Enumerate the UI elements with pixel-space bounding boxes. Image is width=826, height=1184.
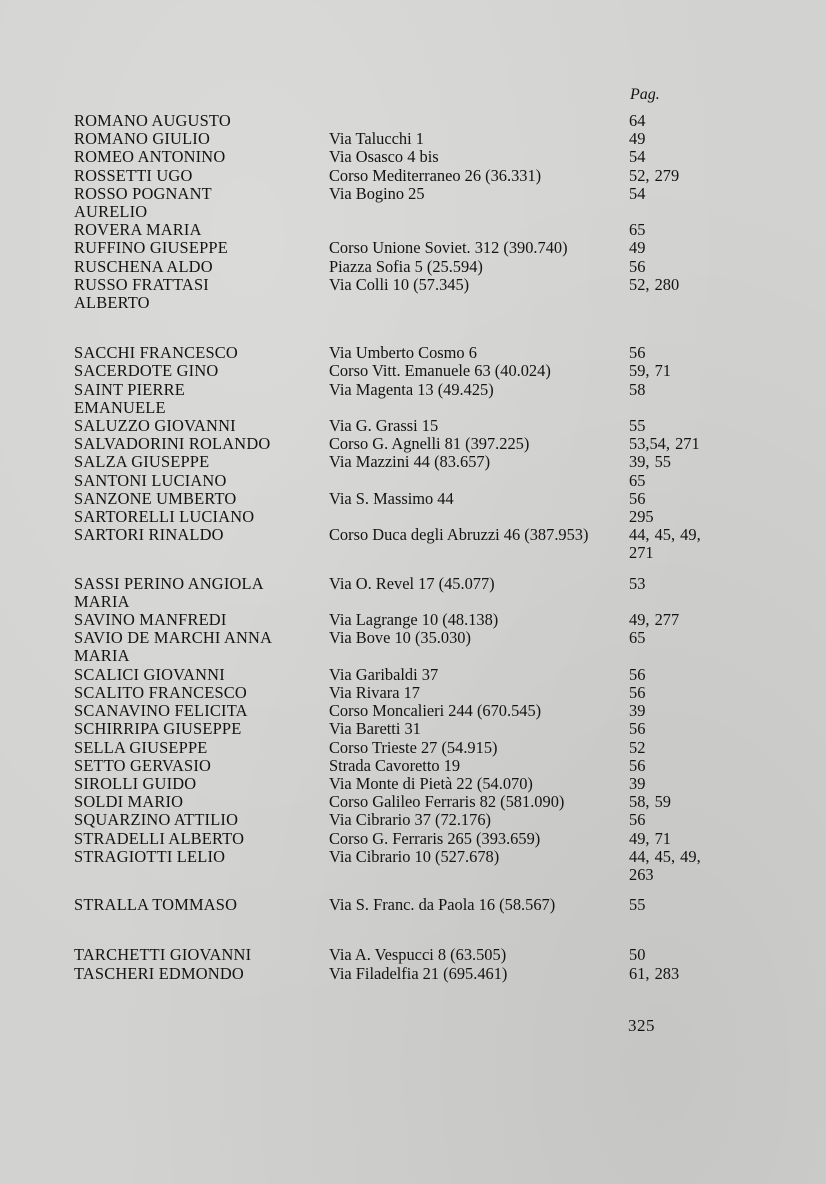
entry-name-line: SASSI PERINO ANGIOLA [74, 573, 264, 593]
entry-pages [629, 830, 709, 848]
entry-address: Corso Galileo Ferraris 82 (581.090) [329, 792, 565, 812]
entry-pages [629, 508, 709, 526]
entry-pages-line: 56 [629, 488, 646, 508]
entry-pages [629, 221, 709, 239]
entry-pages [629, 239, 709, 257]
entry-pages-line: 49, 277 [629, 610, 680, 630]
entry-pages [629, 490, 709, 508]
list-item [74, 258, 714, 276]
entry-address: Corso Moncalieri 244 (670.545) [329, 701, 542, 721]
entry-name-line: ROSSETTI UGO [74, 165, 193, 185]
entry-name-line: ROMANO GIULIO [74, 129, 210, 149]
entry-name [74, 239, 329, 257]
entry-name-line: SARTORELLI LUCIANO [74, 507, 255, 527]
page-column-header: Pag. [630, 86, 660, 103]
entry-pages-line: 39, 55 [629, 452, 671, 472]
entry-address: Via Magenta 13 (49.425) [329, 379, 494, 399]
entry-pages [629, 629, 709, 647]
list-item [74, 965, 714, 983]
entry-address: Via Colli 10 (57.345) [329, 274, 470, 294]
entry-pages-line: 295 [629, 507, 654, 527]
list-item [74, 811, 714, 829]
entry-name [74, 946, 329, 964]
list-item [74, 720, 714, 738]
entry-name-line: ROMANO AUGUSTO [74, 111, 231, 130]
entry-address: Via Bove 10 (35.030) [329, 628, 471, 648]
entry-name-line: SCALICI GIOVANNI [74, 664, 225, 684]
entry-name-line: ROMEO ANTONINO [74, 147, 226, 167]
entry-name [74, 684, 329, 702]
entry-pages [629, 896, 709, 914]
entry-pages [629, 258, 709, 276]
entry-pages-line: 52 [629, 737, 646, 757]
entry-pages [629, 811, 709, 829]
entry-name-continuation: AURELIO [74, 202, 148, 222]
entry-name [74, 130, 329, 148]
entry-pages [629, 526, 709, 562]
entry-name [74, 720, 329, 738]
entry-pages [629, 453, 709, 471]
entry-pages-line: 44, 45, 49, [629, 525, 701, 545]
entry-name [74, 362, 329, 380]
list-item [74, 684, 714, 702]
entry-pages [629, 276, 709, 294]
entry-name [74, 757, 329, 775]
entry-pages-line: 44, 45, 49, [629, 846, 701, 866]
entry-address: Via Garibaldi 37 [329, 664, 439, 684]
entry-name [74, 629, 329, 665]
entry-address: Via Cibrario 37 (72.176) [329, 810, 491, 830]
entry-pages-line: 65 [629, 470, 646, 490]
entry-name-line: SAVIO DE MARCHI ANNA [74, 628, 273, 648]
entry-name-line: SALVADORINI ROLANDO [74, 434, 271, 454]
list-item [74, 896, 714, 914]
entry-address: Via Umberto Cosmo 6 [329, 343, 477, 363]
entry-pages-line: 54 [629, 147, 646, 167]
entry-name [74, 258, 329, 276]
entry-pages [629, 757, 709, 775]
entry-name-line: SACERDOTE GINO [74, 361, 219, 381]
spacer [74, 563, 714, 575]
entry-pages-line: 39 [629, 701, 646, 721]
list-item [74, 702, 714, 720]
entry-pages-line: 53 [629, 573, 646, 593]
directory-listing [74, 112, 714, 983]
entry-name-line: STRAGIOTTI LELIO [74, 846, 226, 866]
entry-pages-line: 61, 283 [629, 963, 680, 983]
entry-name [74, 381, 329, 417]
list-item [74, 167, 714, 185]
entry-address: Via Monte di Pietà 22 (54.070) [329, 773, 533, 793]
entry-pages-line: 64 [629, 111, 646, 130]
list-item [74, 946, 714, 964]
list-item [74, 148, 714, 166]
entry-name [74, 435, 329, 453]
entry-address: Via O. Revel 17 (45.077) [329, 573, 495, 593]
entry-pages-line: 55 [629, 895, 646, 915]
entry-pages [629, 472, 709, 490]
entry-name [74, 811, 329, 829]
list-item [74, 185, 714, 221]
list-item [74, 490, 714, 508]
list-item [74, 453, 714, 471]
entry-address: Via Lagrange 10 (48.138) [329, 610, 499, 630]
entry-name-line: SCANAVINO FELICITA [74, 701, 248, 721]
entry-pages [629, 684, 709, 702]
entry-pages-line: 65 [629, 220, 646, 240]
entry-name-line: STRADELLI ALBERTO [74, 828, 245, 848]
entry-pages-line: 49, 71 [629, 828, 671, 848]
entry-pages [629, 793, 709, 811]
entry-pages [629, 185, 709, 203]
entry-name [74, 490, 329, 508]
entry-name-line: SALUZZO GIOVANNI [74, 416, 236, 436]
entry-address: Via G. Grassi 15 [329, 416, 439, 436]
entry-name-line: SCHIRRIPA GIUSEPPE [74, 719, 242, 739]
list-item [74, 793, 714, 811]
entry-address: Via Talucchi 1 [329, 129, 424, 149]
entry-name [74, 848, 329, 866]
entry-name-continuation: MARIA [74, 591, 130, 611]
entry-pages-line: 50 [629, 945, 646, 965]
entry-pages-line: 59, 71 [629, 361, 671, 381]
list-item [74, 739, 714, 757]
list-item [74, 344, 714, 362]
entry-name-line: TASCHERI EDMONDO [74, 963, 244, 983]
entry-pages [629, 946, 709, 964]
entry-name-line: SANZONE UMBERTO [74, 488, 237, 508]
list-item [74, 629, 714, 665]
entry-address: Corso G. Agnelli 81 (397.225) [329, 434, 530, 454]
entry-name-line: SALZA GIUSEPPE [74, 452, 210, 472]
entry-pages [629, 130, 709, 148]
entry-pages [629, 775, 709, 793]
entry-address: Piazza Sofia 5 (25.594) [329, 256, 483, 276]
entry-address: Via Bogino 25 [329, 183, 425, 203]
entry-name [74, 472, 329, 490]
entry-address: Via A. Vespucci 8 (63.505) [329, 945, 507, 965]
entry-name-continuation: MARIA [74, 646, 130, 666]
entry-name [74, 702, 329, 720]
entry-name [74, 775, 329, 793]
entry-pages-line: 56 [629, 343, 646, 363]
entry-pages-line: 56 [629, 719, 646, 739]
entry-name-line: SQUARZINO ATTILIO [74, 810, 239, 830]
entry-pages [629, 666, 709, 684]
entry-name [74, 575, 329, 611]
entry-pages-line: 56 [629, 810, 646, 830]
entry-name [74, 666, 329, 684]
entry-address: Corso Mediterraneo 26 (36.331) [329, 165, 542, 185]
entry-name [74, 276, 329, 312]
entry-name [74, 965, 329, 983]
list-item [74, 611, 714, 629]
entry-name [74, 830, 329, 848]
entry-pages [629, 720, 709, 738]
entry-address: Corso Vitt. Emanuele 63 (40.024) [329, 361, 551, 381]
entry-pages [629, 575, 709, 593]
entry-pages [629, 739, 709, 757]
list-item [74, 575, 714, 611]
list-item [74, 472, 714, 490]
entry-pages-line: 56 [629, 256, 646, 276]
entry-address: Corso Trieste 27 (54.915) [329, 737, 498, 757]
entry-pages [629, 148, 709, 166]
entry-name-continuation: ALBERTO [74, 293, 150, 313]
entry-name-line: ROVERA MARIA [74, 220, 202, 240]
list-item [74, 417, 714, 435]
entry-name [74, 167, 329, 185]
entry-name [74, 739, 329, 757]
list-item [74, 526, 714, 562]
entry-address: Corso Unione Soviet. 312 (390.740) [329, 238, 568, 258]
entry-pages-line: 58 [629, 379, 646, 399]
entry-address: Via S. Franc. da Paola 16 (58.567) [329, 895, 556, 915]
entry-pages [629, 435, 709, 453]
entry-pages-line: 56 [629, 664, 646, 684]
entry-name-line: SACCHI FRANCESCO [74, 343, 238, 363]
entry-name [74, 896, 329, 914]
entry-name-line: STRALLA TOMMASO [74, 895, 238, 915]
entry-name-line: RUSSO FRATTASI [74, 274, 209, 294]
entry-pages-line: 55 [629, 416, 646, 436]
entry-pages-line: 49 [629, 129, 646, 149]
entry-name [74, 793, 329, 811]
entry-address: Corso G. Ferraris 265 (393.659) [329, 828, 541, 848]
entry-pages-line: 52, 279 [629, 165, 680, 185]
list-item [74, 276, 714, 312]
entry-address: Via Osasco 4 bis [329, 147, 439, 167]
list-item [74, 362, 714, 380]
entry-name-line: SAVINO MANFREDI [74, 610, 227, 630]
list-item [74, 775, 714, 793]
entry-pages [629, 611, 709, 629]
entry-pages-line: 56 [629, 682, 646, 702]
list-item [74, 239, 714, 257]
entry-pages-line: 49 [629, 238, 646, 258]
entry-pages-continuation: 263 [629, 864, 654, 884]
list-item [74, 130, 714, 148]
entry-name-line: TARCHETTI GIOVANNI [74, 945, 252, 965]
page-number: 325 [628, 1016, 655, 1035]
entry-name [74, 453, 329, 471]
entry-name [74, 148, 329, 166]
entry-pages-line: 56 [629, 755, 646, 775]
entry-pages-line: 53,54, 271 [629, 434, 700, 454]
entry-name [74, 417, 329, 435]
entry-name [74, 508, 329, 526]
list-item [74, 848, 714, 884]
list-item [74, 757, 714, 775]
entry-name-line: SAINT PIERRE [74, 379, 185, 399]
entry-pages [629, 702, 709, 720]
entry-name-line: RUSCHENA ALDO [74, 256, 213, 276]
entry-name-line: ROSSO POGNANT [74, 183, 212, 203]
entry-address: Strada Cavoretto 19 [329, 755, 461, 775]
entry-name-line: SOLDI MARIO [74, 792, 184, 812]
entry-pages [629, 381, 709, 399]
section-spacer [74, 914, 714, 946]
entry-name [74, 112, 329, 130]
entry-pages [629, 965, 709, 983]
entry-address: Corso Duca degli Abruzzi 46 (387.953) [329, 525, 589, 545]
list-item [74, 508, 714, 526]
entry-address: Via Baretti 31 [329, 719, 421, 739]
entry-address: Via Rivara 17 [329, 682, 420, 702]
entry-name-line: SCALITO FRANCESCO [74, 682, 247, 702]
entry-pages [629, 848, 709, 884]
list-item [74, 381, 714, 417]
entry-pages-line: 58, 59 [629, 792, 671, 812]
entry-name [74, 344, 329, 362]
entry-name-line: SARTORI RINALDO [74, 525, 224, 545]
entry-name [74, 526, 329, 544]
list-item [74, 830, 714, 848]
entry-pages-line: 65 [629, 628, 646, 648]
entry-name [74, 185, 329, 221]
entry-pages-line: 39 [629, 773, 646, 793]
entry-name-line: SELLA GIUSEPPE [74, 737, 208, 757]
entry-pages [629, 362, 709, 380]
entry-name-line: SETTO GERVASIO [74, 755, 212, 775]
list-item [74, 112, 714, 130]
section-spacer [74, 312, 714, 344]
entry-pages [629, 417, 709, 435]
entry-address: Via Cibrario 10 (527.678) [329, 846, 500, 866]
entry-address: Via Filadelfia 21 (695.461) [329, 963, 508, 983]
entry-pages-line: 52, 280 [629, 274, 680, 294]
entry-pages-continuation: 271 [629, 543, 654, 563]
entry-name-line: SANTONI LUCIANO [74, 470, 227, 490]
entry-name-continuation: EMANUELE [74, 397, 166, 417]
entry-pages [629, 344, 709, 362]
entry-name-line: SIROLLI GUIDO [74, 773, 197, 793]
entry-pages [629, 167, 709, 185]
entry-pages [629, 112, 709, 130]
entry-name-line: RUFFINO GIUSEPPE [74, 238, 228, 258]
entry-name [74, 611, 329, 629]
entry-address: Via Mazzini 44 (83.657) [329, 452, 491, 472]
entry-name [74, 221, 329, 239]
list-item [74, 221, 714, 239]
list-item [74, 435, 714, 453]
list-item [74, 666, 714, 684]
entry-address: Via S. Massimo 44 [329, 488, 454, 508]
entry-pages-line: 54 [629, 183, 646, 203]
